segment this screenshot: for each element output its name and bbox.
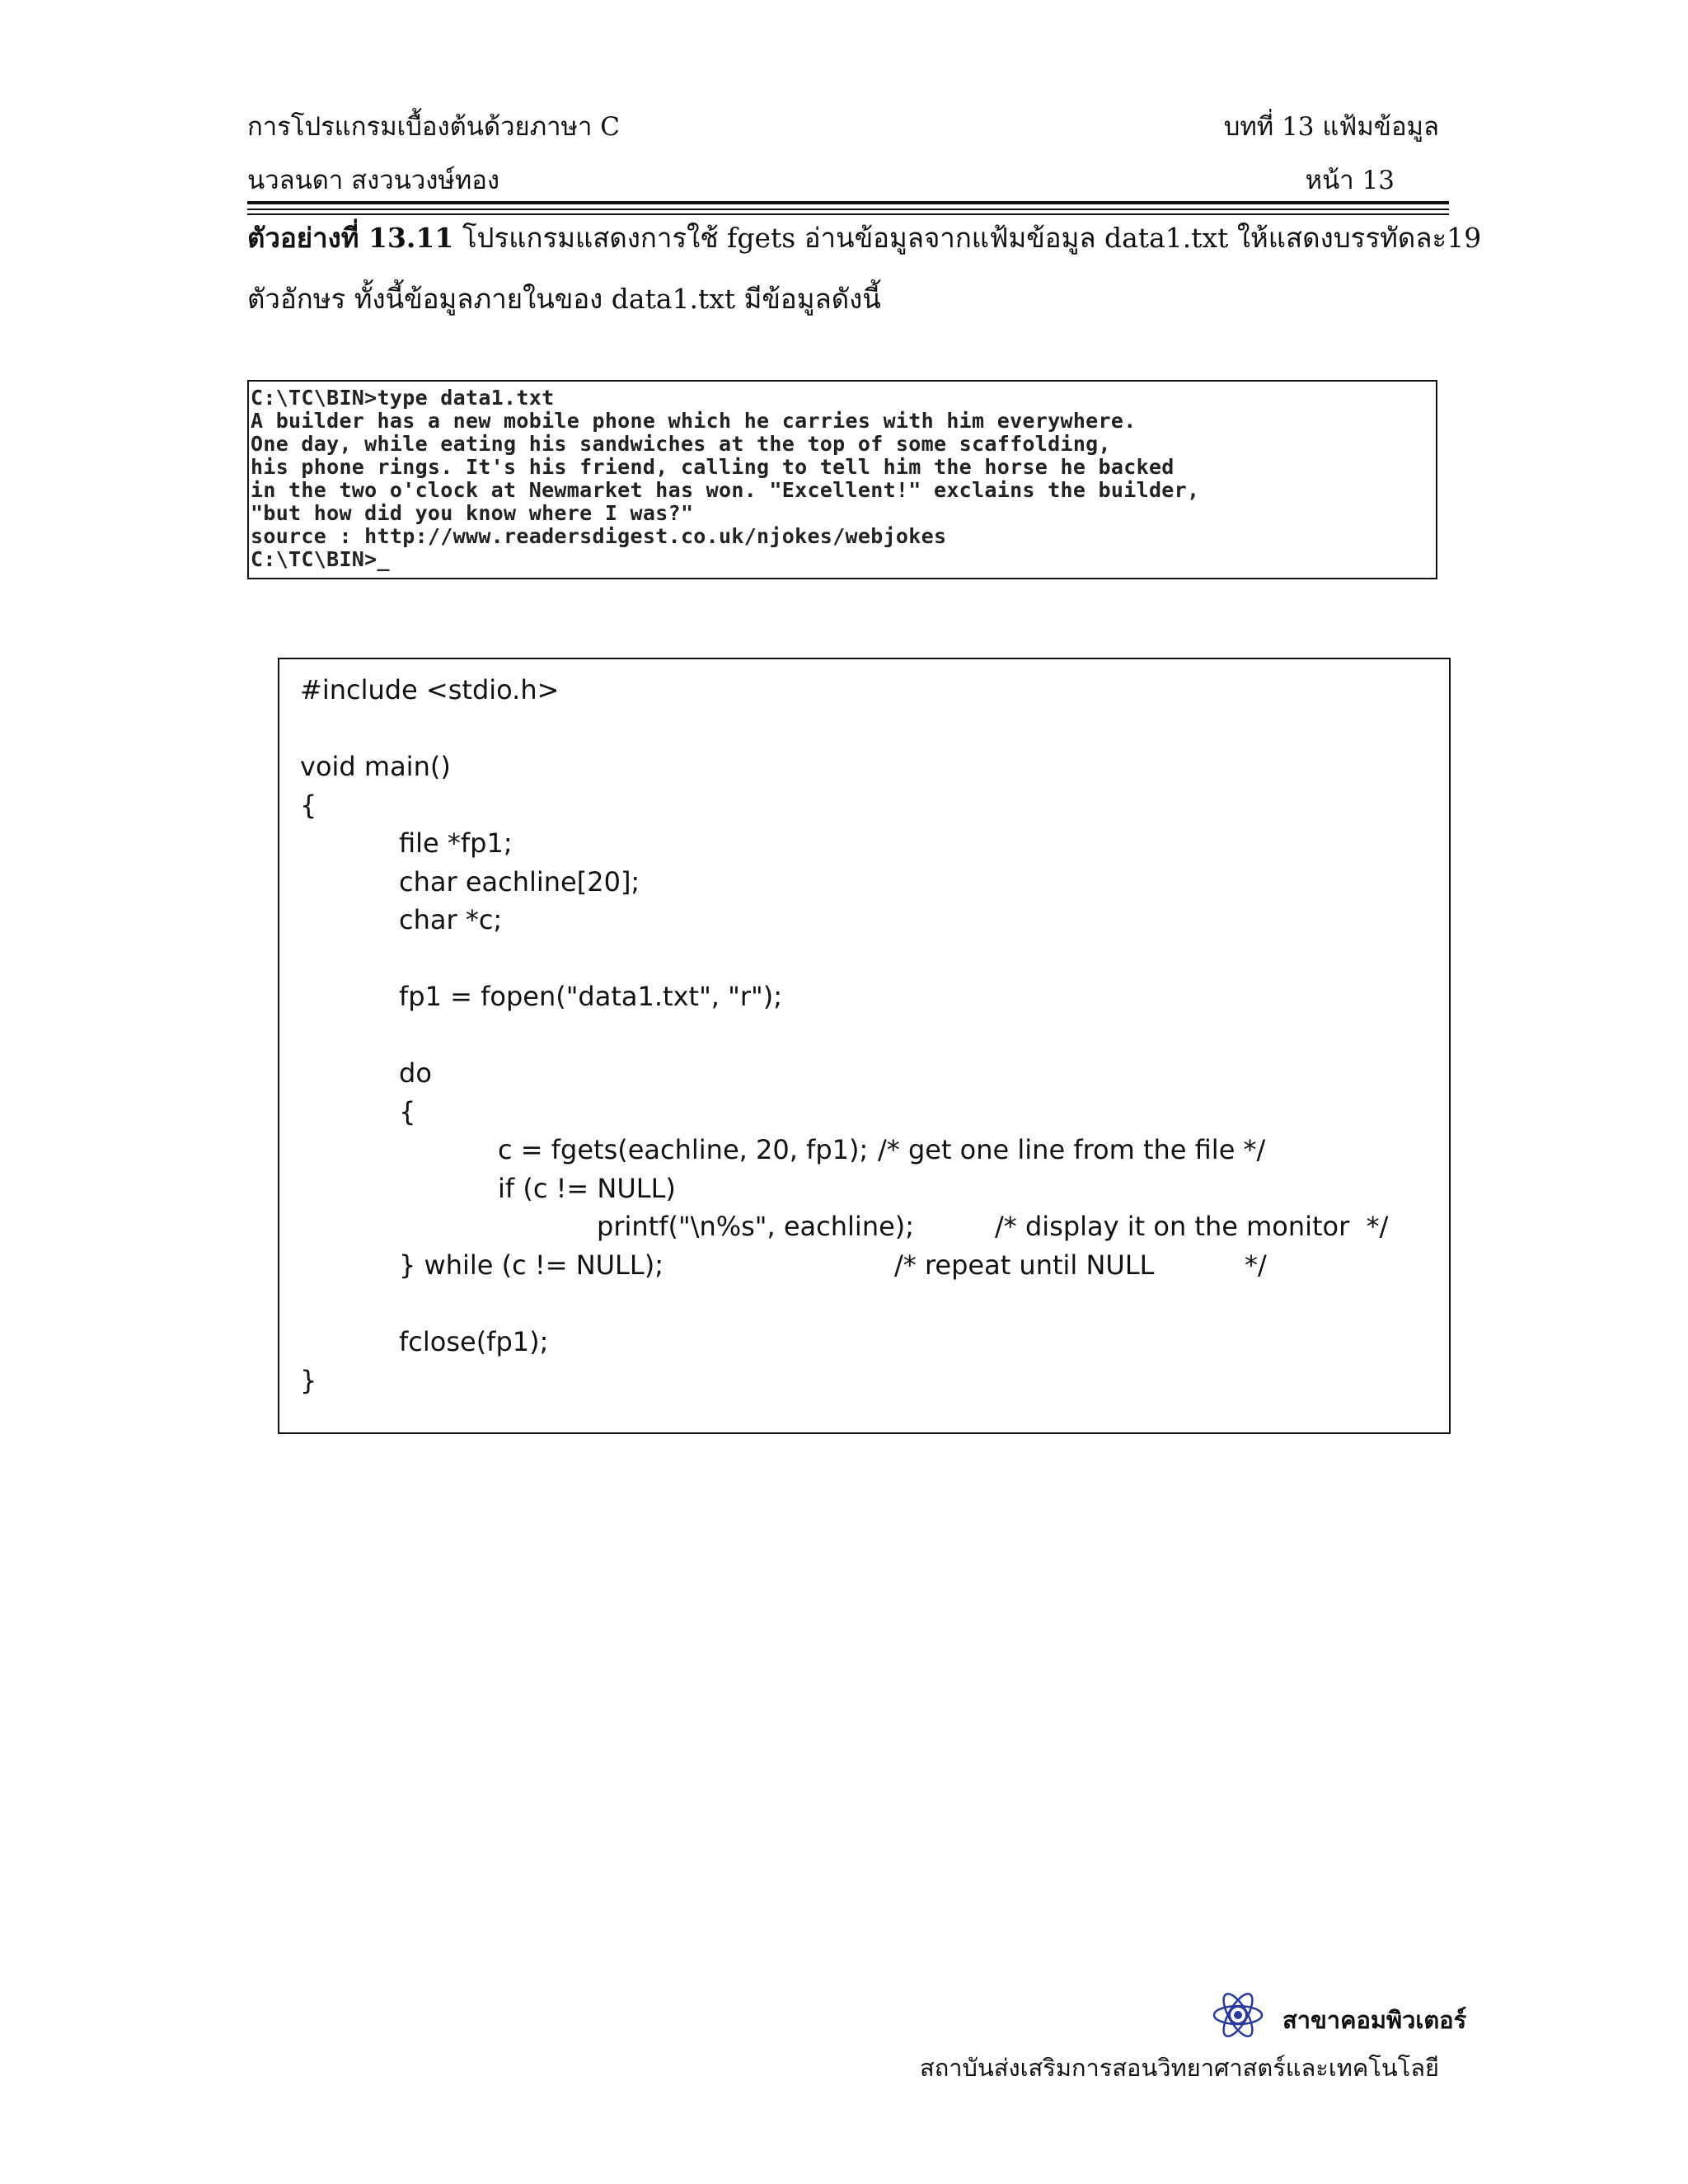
code-comment-printf: /* display it on the monitor */ [995, 1211, 1389, 1242]
code-comment-while: /* repeat until NULL [894, 1249, 1155, 1281]
header-rule-thin [247, 209, 1449, 210]
code-line-main: void main() [300, 751, 451, 782]
footer-institute: สถาบันส่งเสริมการสอนวิทยาศาสตร์และเทคโนโลยี [920, 2054, 1439, 2082]
console-output [247, 380, 1437, 579]
code-line-do-brace: { [399, 1096, 416, 1127]
code-listing [278, 658, 1451, 1434]
example-description: โปรแกรมแสดงการใช้ fgets อ่านข้อมูลจากแฟ้มข้อมูล data1.txt ให้แสดงบรรทัดละ19 [453, 222, 1482, 254]
console-line: in the two o'clock at Newmarket has won. "Excellent!" exclains the builder, [251, 478, 1200, 502]
example-heading [247, 216, 1482, 260]
code-line-printf: printf("\n%s", eachline); [597, 1211, 915, 1242]
code-line-fopen: fp1 = fopen("data1.txt", "r"); [399, 981, 782, 1012]
code-line-char-decl: char *c; [399, 904, 503, 935]
code-line-fgets: c = fgets(eachline, 20, fp1); [498, 1134, 869, 1165]
code-line-do: do [399, 1057, 432, 1089]
console-line: One day, while eating his sandwiches at the top of some scaffolding, [251, 432, 1111, 456]
code-line-file-decl: file *fp1; [399, 827, 513, 859]
code-line-while: } while (c != NULL); [399, 1249, 663, 1281]
header-rule-thick [247, 201, 1449, 204]
code-line-close-brace: } [300, 1365, 317, 1396]
header-book-title: การโปรแกรมเบื้องต้นด้วยภาษา C [247, 112, 620, 142]
header-chapter: บทที่ 13 แฟ้มข้อมูล [1223, 112, 1439, 142]
code-line-open-brace: { [300, 790, 317, 821]
code-line-if: if (c != NULL) [498, 1173, 676, 1204]
header-author: นวลนดา สงวนวงษ์ทอง [247, 166, 500, 195]
code-comment-fgets: /* get one line from the file */ [878, 1134, 1266, 1165]
console-line: C:\TC\BIN>type data1.txt [251, 386, 555, 410]
header-rule-thin-2 [247, 213, 1449, 215]
example-number: ตัวอย่างที่ 13.11 [247, 222, 454, 254]
ipst-atom-logo-icon [1212, 1989, 1264, 2041]
header-page-number: หน้า 13 [1305, 166, 1395, 195]
code-line-eachline-decl: char eachline[20]; [399, 866, 640, 898]
code-comment-while-end: */ [1245, 1249, 1267, 1281]
console-line: his phone rings. It's his friend, calling to tell him the horse he backed [251, 455, 1175, 479]
console-line: A builder has a new mobile phone which he carries with him everywhere. [251, 409, 1137, 433]
footer-department: สาขาคอมพิวเตอร์ [1282, 2006, 1467, 2034]
code-line-include: #include <stdio.h> [300, 674, 560, 705]
console-line: C:\TC\BIN>_ [251, 547, 390, 571]
example-description-line2: ตัวอักษร ทั้งนี้ข้อมูลภายในของ data1.txt มีข้อมูลดังนี้ [247, 283, 881, 315]
console-line: "but how did you know where I was?" [251, 501, 694, 525]
code-line-fclose: fclose(fp1); [399, 1326, 549, 1357]
console-line: source : http://www.readersdigest.co.uk/njokes/webjokes [251, 524, 947, 548]
